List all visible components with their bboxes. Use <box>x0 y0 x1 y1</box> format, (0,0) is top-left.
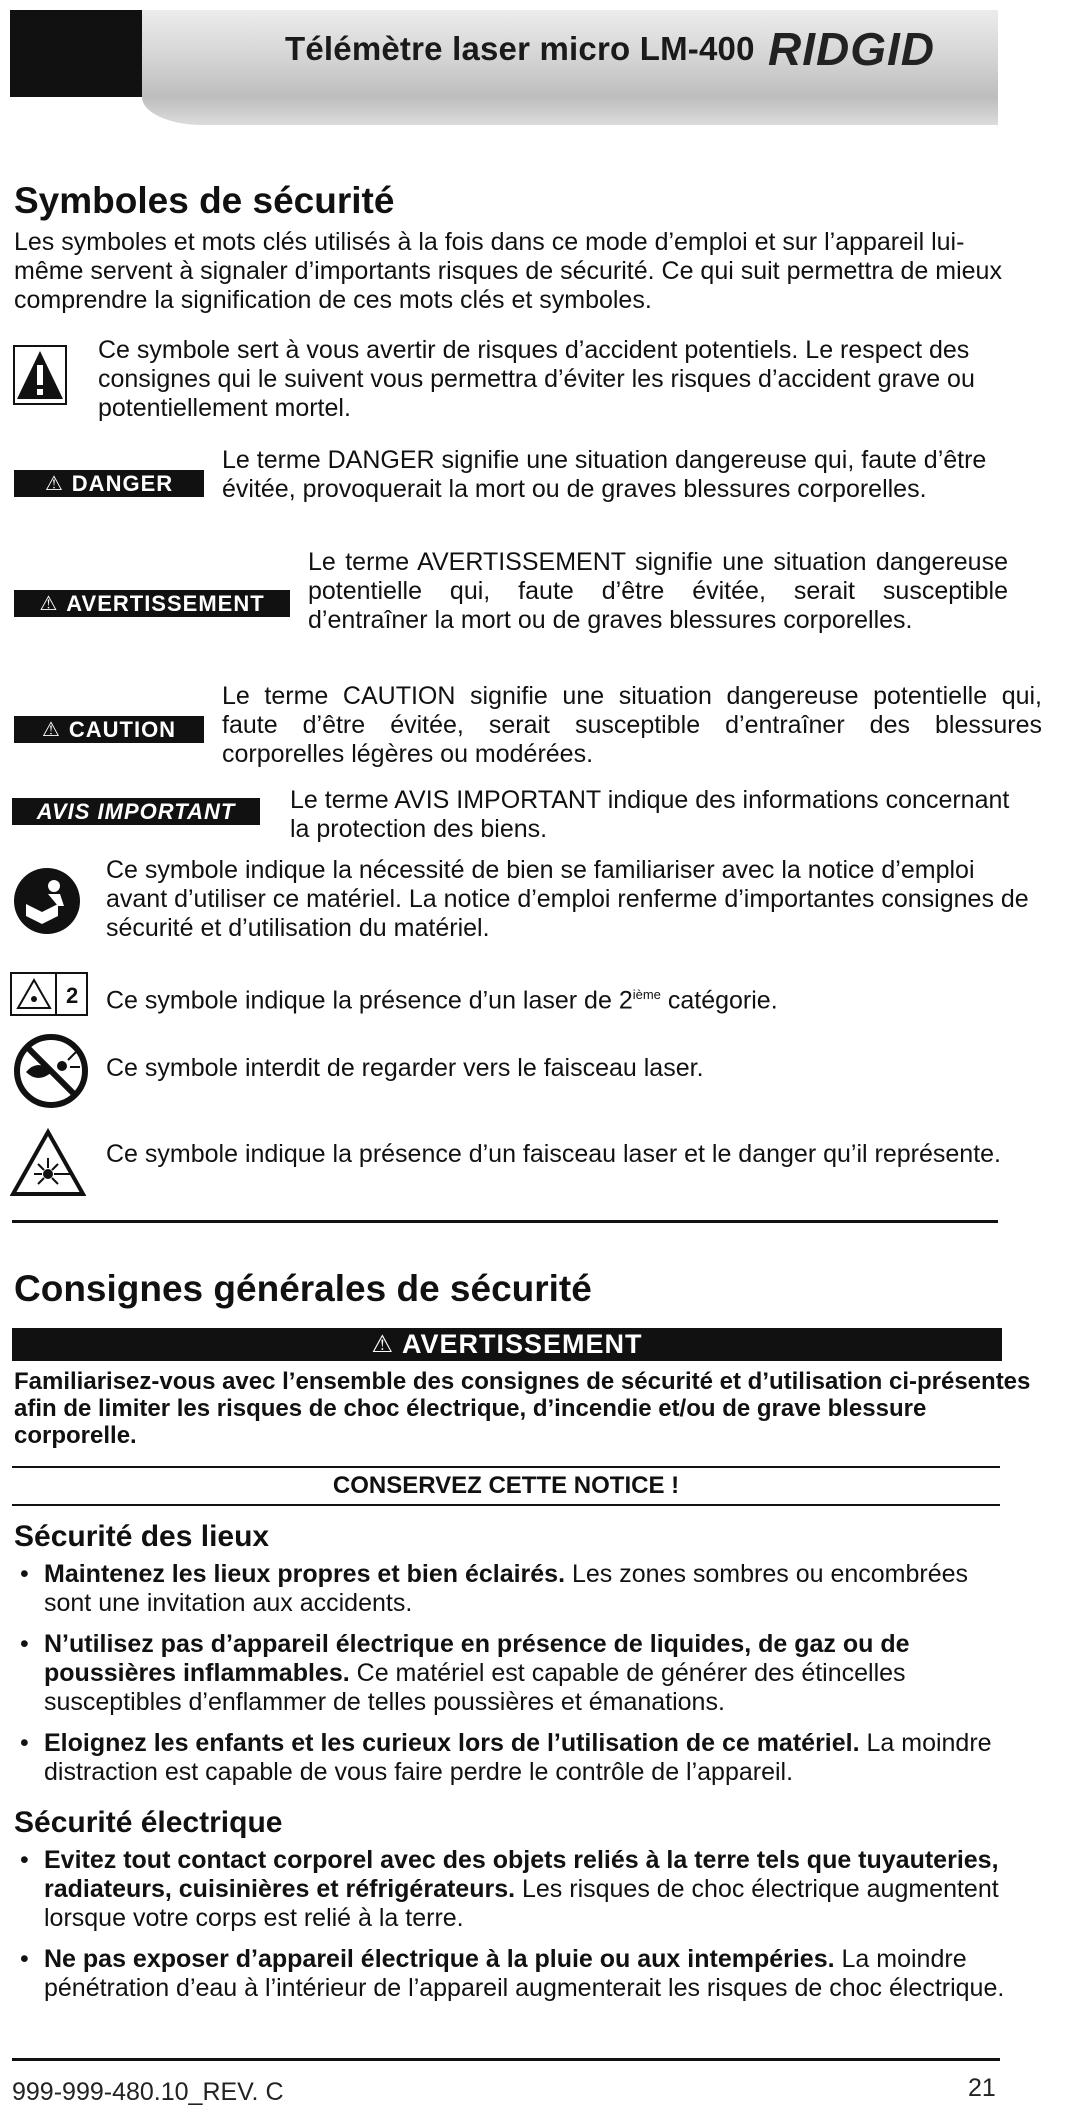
list-item: • N’utilisez pas d’appareil électrique en présence de liquides, de gaz ou de poussières inflammables. Ce matériel est capable de générer des étincelles susceptibles d’enflammer de telles poussières et émanations. <box>12 1630 1022 1717</box>
subheading-work-area: Sécurité des lieux <box>14 1520 270 1553</box>
warning-description: Le terme AVERTISSEMENT signifie une situation dangereuse potentielle qui, faute d’être évitée, serait susceptible d’entraîner la mort ou de graves blessures corporelles. <box>308 548 1008 634</box>
danger-description: Le terme DANGER signifie une situation dangereuse qui, faute d’être évitée, provoquerait la mort ou de graves blessures corporelles. <box>222 446 987 503</box>
warning-triangle-icon: ⚠ <box>39 593 59 615</box>
electrical-list <box>12 1846 1052 2003</box>
section-heading-safety-symbols: Symboles de sécurité <box>14 180 395 221</box>
laser-class-2-icon <box>10 972 88 1016</box>
work-area-list <box>12 1560 1022 1787</box>
caution-signal-word <box>14 716 204 743</box>
general-warning-text: Familiarisez-vous avec l’ensemble des consignes de sécurité et d’utilisation ci-présentes afin de limiter les risques de choc électrique, d’incendie et/ou de grave blessure corporelle. <box>14 1368 1031 1449</box>
warning-triangle-icon: ⚠ <box>41 719 61 741</box>
no-stare-laser-icon <box>12 1030 90 1112</box>
read-manual-description: Ce symbole indique la nécessité de bien se familiariser avec la notice d’emploi avant d’utiliser ce matériel. La notice d’emploi renferme d’importantes consignes de sécurité et d’utilisation du matériel. <box>106 856 1029 942</box>
laser-class-text-after: catégorie. <box>660 986 778 1015</box>
subheading-electrical-safety: Sécurité électrique <box>14 1806 283 1839</box>
alert-symbol-description: Ce symbole sert à vous avertir de risques d’accident potentiels. Le respect des consignes qui le suivent vous permettra d’éviter les risques d’accident grave ou potentiellement mortel. <box>98 336 975 422</box>
section-divider <box>12 1220 998 1223</box>
list-item: • Eloignez les enfants et les curieux lors de l’utilisation de ce matériel. La moindre distraction est capable de vous faire perdre le contrôle de l’appareil. <box>12 1729 1022 1787</box>
caution-label: CAUTION <box>68 716 177 742</box>
laser-beam-icon <box>10 1128 86 1198</box>
ridgid-logo: RIDGID <box>768 23 935 75</box>
keep-notice-top-rule <box>12 1466 1000 1468</box>
section-heading-general-safety: Consignes générales de sécurité <box>14 1268 592 1309</box>
safety-symbols-intro: Les symboles et mots clés utilisés à la fois dans ce mode d’emploi et sur l’appareil lui-même servent à signaler d’importants risques de sécurité. Ce qui suit permettra de mieux comprendre la signification de ces mots clés et symboles. <box>14 228 1002 314</box>
list-item: • Ne pas exposer d’appareil électrique à la pluie ou aux intempéries. La moindre pénétration d’eau à l’intérieur de l’appareil augmenterait les risques de choc électrique. <box>12 1945 1052 2003</box>
laser-class-text-before: Ce symbole indique la présence d’un laser de <box>106 986 619 1015</box>
warning-banner-label: AVERTISSEMENT <box>401 1329 643 1359</box>
warning-triangle-icon: ⚠ <box>44 473 64 495</box>
warning-banner <box>12 1328 1002 1361</box>
laser-beam-description: Ce symbole indique la présence d’un faisceau laser et le danger qu’il représente. <box>106 1140 1001 1168</box>
laser-class-badge: 2 <box>66 983 79 1008</box>
warning-signal-word <box>14 590 290 617</box>
list-item: • Evitez tout contact corporel avec des objets reliés à la terre tels que tuyauteries, radiateurs, cuisinières et réfrigérateurs. Les risques de choc électrique augmentent lorsque votre corps est relié à la terre. <box>12 1846 1052 1933</box>
warning-triangle-icon: ⚠ <box>371 1331 394 1358</box>
keep-notice-bottom-rule <box>12 1504 1000 1506</box>
safety-alert-icon <box>13 345 67 405</box>
document-number: 999-999-480.10_REV. C <box>12 2078 284 2106</box>
header-tab <box>142 97 998 125</box>
danger-signal-word <box>14 470 204 497</box>
laser-class-superscript: ième <box>632 987 661 1002</box>
notice-label: AVIS IMPORTANT <box>36 798 236 824</box>
document-title: Télémètre laser micro LM-400 <box>285 30 755 67</box>
notice-signal-word <box>12 798 260 825</box>
header-black-block <box>10 10 142 97</box>
warning-label: AVERTISSEMENT <box>66 590 265 616</box>
read-manual-icon <box>12 866 82 936</box>
list-item: • Maintenez les lieux propres et bien éclairés. Les zones sombres ou encombrées sont une invitation aux accidents. <box>12 1560 1022 1618</box>
footer-divider <box>12 2058 1000 2061</box>
laser-class-number: 2 <box>618 986 633 1015</box>
page-number: 21 <box>968 2074 996 2102</box>
keep-notice: CONSERVEZ CETTE NOTICE ! <box>332 1472 680 1499</box>
no-stare-description: Ce symbole interdit de regarder vers le faisceau laser. <box>106 1054 704 1082</box>
laser-class-description <box>106 980 1036 1015</box>
notice-description: Le terme AVIS IMPORTANT indique des informations concernant la protection des biens. <box>290 786 1010 843</box>
danger-label: DANGER <box>71 470 174 496</box>
caution-description: Le terme CAUTION signifie une situation dangereuse potentielle qui, faute d’être évitée, serait susceptible d’entraîner des blessures corporelles légères ou modérées. <box>222 682 1042 768</box>
